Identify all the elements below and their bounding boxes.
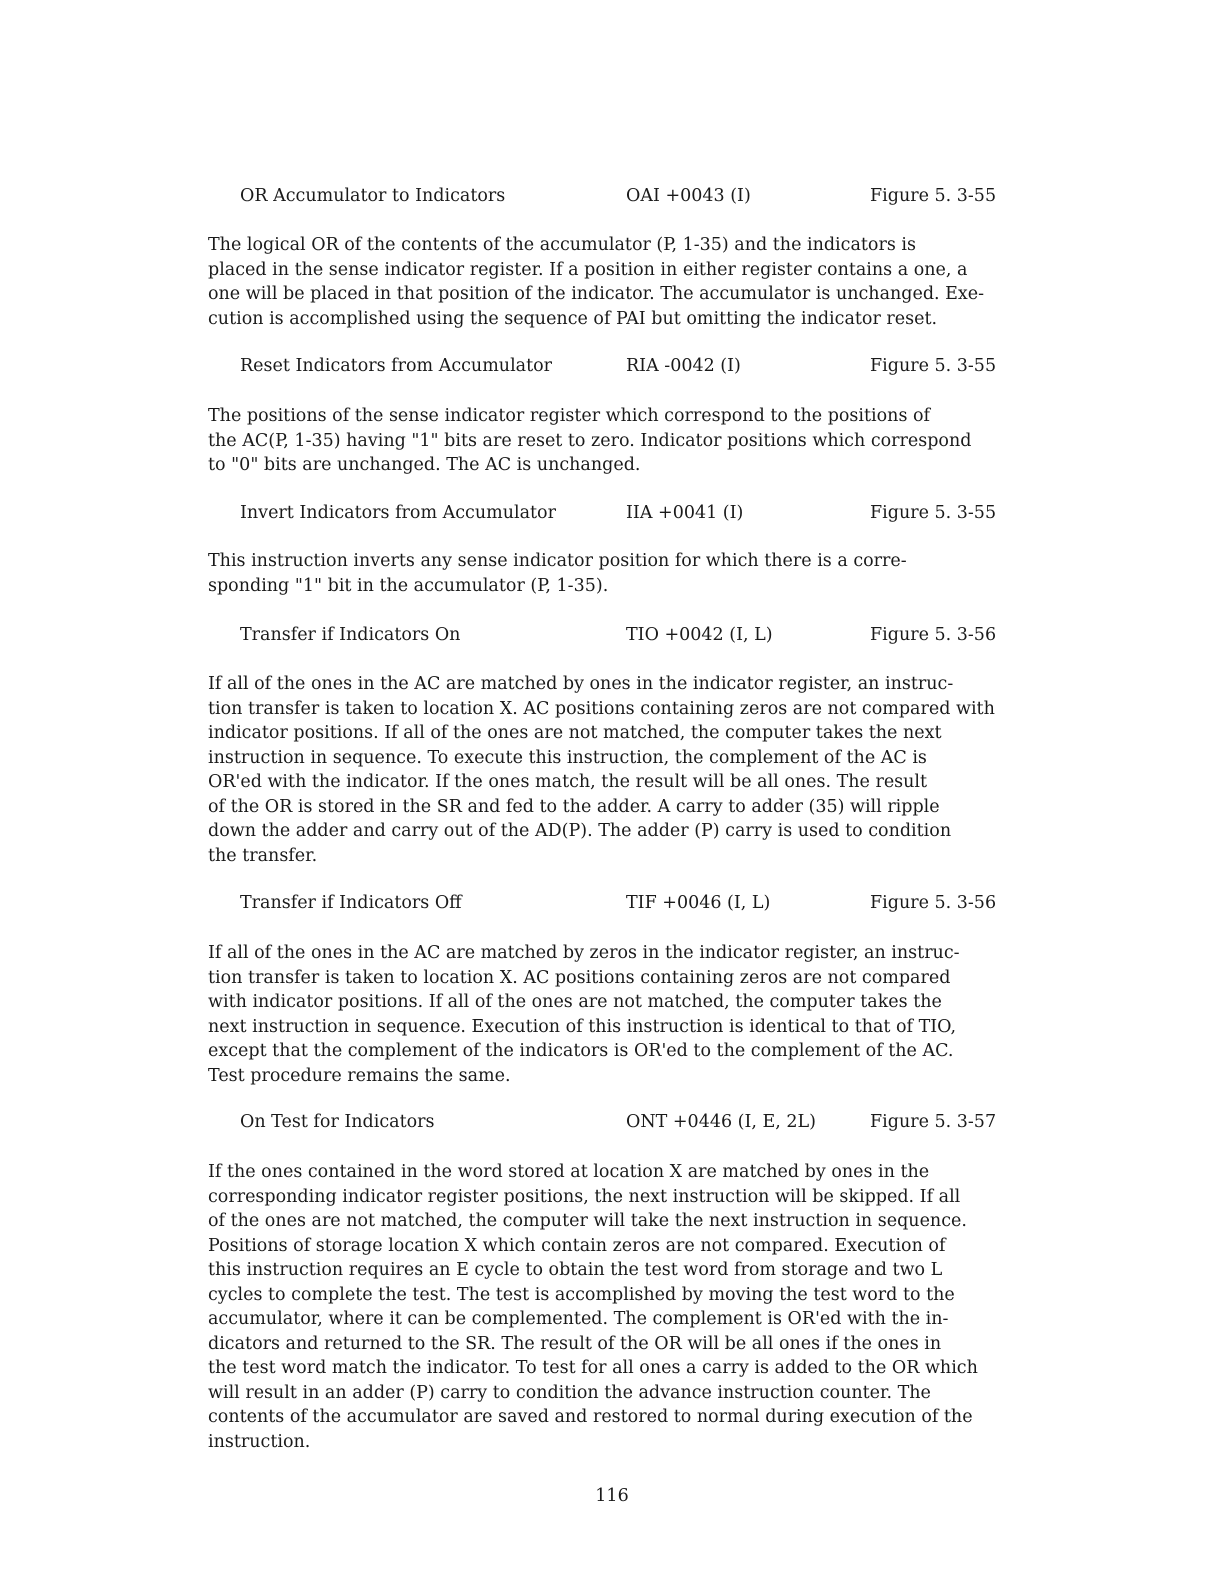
figure-reference: Figure 5. 3-55 — [870, 503, 997, 523]
instruction-code: TIF +0046 (I, L) — [626, 893, 771, 913]
instruction-title: Transfer if Indicators On — [240, 625, 461, 645]
instruction-heading — [0, 1112, 1224, 1138]
instruction-description: The positions of the sense indicator register which correspond to the positions of the AC(P, 1-35) having "1" bits are reset to zero. Indicator positions which correspond to "0" bits are unchanged. The AC is unchanged. — [208, 406, 972, 475]
instruction-heading — [0, 893, 1224, 919]
figure-reference: Figure 5. 3-55 — [870, 186, 997, 206]
figure-reference: Figure 5. 3-55 — [870, 356, 997, 376]
figure-reference: Figure 5. 3-56 — [870, 893, 997, 913]
instruction-description: If all of the ones in the AC are matched by zeros in the indicator register, an instruc- tion transfer is taken to location X. AC positions containing zeros are not compared with indicator positions. If all of the ones are not matched, the computer takes the next instruction in sequence. Execution of this instruction is identical to that of TIO, except that the complement of the indicators is OR'ed to the complement of the AC. Test procedure remains the same. — [208, 943, 960, 1086]
page-number: 116 — [595, 1486, 629, 1506]
instruction-title: OR Accumulator to Indicators — [240, 186, 506, 206]
instruction-heading — [0, 503, 1224, 529]
figure-reference: Figure 5. 3-56 — [870, 625, 997, 645]
instruction-description: The logical OR of the contents of the accumulator (P, 1-35) and the indicators is placed in the sense indicator register. If a position in either register contains a one, a one will be placed in that position of the indicator. The accumulator is unchanged. Exe- cution is accomplished using the sequence of PAI but omitting the indicator reset. — [208, 235, 985, 329]
instruction-title: Transfer if Indicators Off — [240, 893, 462, 913]
instruction-title: Invert Indicators from Accumulator — [240, 503, 556, 523]
instruction-code: ONT +0446 (I, E, 2L) — [626, 1112, 817, 1132]
instruction-description: If the ones contained in the word stored at location X are matched by ones in the corresponding indicator register positions, the next instruction will be skipped. If all of the ones are not matched, the computer will take the next instruction in sequence. Positions of storage location X which contain zeros are not compared. Execution of this instruction requires an E cycle to obtain the test word from storage and two L cycles to complete the test. The test is accomplished by moving the test word to the accumulator, where it can be complemented. The complement is OR'ed with the in- dicators and returned to the SR. The result of the OR will be all ones if the ones in the test word match the indicator. To test for all ones a carry is added to the OR which will result in an adder (P) carry to condition the advance instruction counter. The contents of the accumulator are saved and restored to normal during execution of the instruction. — [208, 1162, 978, 1452]
instruction-code: TIO +0042 (I, L) — [626, 625, 773, 645]
instruction-title: Reset Indicators from Accumulator — [240, 356, 553, 376]
instruction-title: On Test for Indicators — [240, 1112, 435, 1132]
instruction-code: RIA -0042 (I) — [626, 356, 741, 376]
instruction-heading — [0, 625, 1224, 651]
figure-reference: Figure 5. 3-57 — [870, 1112, 997, 1132]
instruction-heading — [0, 186, 1224, 212]
instruction-code: OAI +0043 (I) — [626, 186, 751, 206]
instruction-heading — [0, 356, 1224, 382]
instruction-description: This instruction inverts any sense indicator position for which there is a corre- sponding "1" bit in the accumulator (P, 1-35). — [208, 551, 907, 596]
instruction-code: IIA +0041 (I) — [626, 503, 744, 523]
instruction-description: If all of the ones in the AC are matched by ones in the indicator register, an instruc- tion transfer is taken to location X. AC positions containing zeros are not compared with indicator positions. If all of the ones are not matched, the computer takes the next instruction in sequence. To execute this instruction, the complement of the AC is OR'ed with the indicator. If the ones match, the result will be all ones. The result of the OR is stored in the SR and fed to the adder. A carry to adder (35) will ripple down the adder and carry out of the AD(P). The adder (P) carry is used to condition the transfer. — [208, 674, 995, 866]
